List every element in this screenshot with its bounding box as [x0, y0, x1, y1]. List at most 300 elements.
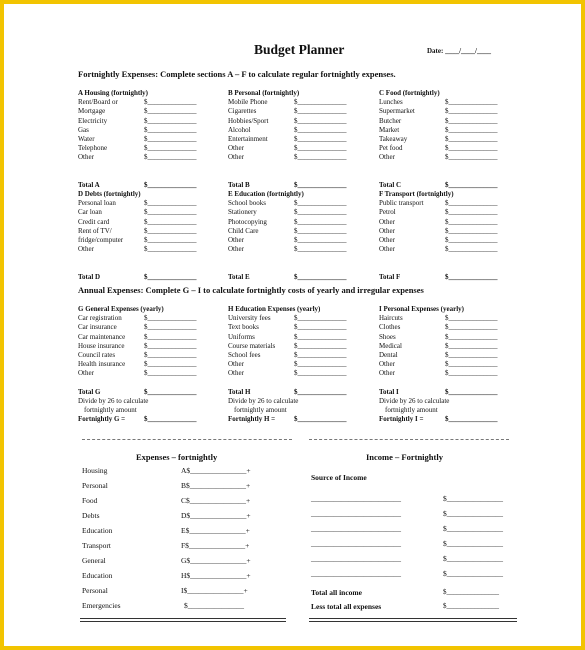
expense-row — [228, 314, 373, 323]
fortnightly-label: Fortnightly G = — [78, 415, 126, 424]
amount-blank: $______________ — [294, 107, 347, 116]
amount-blank: $______________ — [294, 226, 347, 235]
amount-blank: $______________ — [144, 341, 197, 350]
amount-blank: $______________ — [144, 98, 197, 107]
expense-label: Gas — [78, 125, 89, 134]
source-of-income-label: Source of Income — [311, 473, 367, 482]
amount-blank: $______________ — [294, 245, 347, 254]
income-source-blank: ________________________ — [311, 524, 401, 533]
amount-blank: $______________ — [144, 134, 197, 143]
amount-blank: $______________ — [445, 153, 498, 162]
expense-row — [379, 218, 524, 227]
expense-row — [228, 199, 373, 208]
total-label: Total A — [78, 180, 100, 189]
budget-section — [379, 89, 524, 190]
expense-label: Supermarket — [379, 107, 415, 116]
amount-blank: $______________ — [294, 332, 347, 341]
expense-summary-blank: D$_______________+ — [181, 511, 251, 520]
amount-blank: $______________ — [445, 245, 498, 254]
expense-summary-label: Emergencies — [82, 601, 121, 610]
expense-label: Other — [78, 369, 94, 378]
total-label: Total G — [78, 387, 101, 396]
fortnightly-blank: $______________ — [144, 415, 197, 424]
income-row — [309, 554, 519, 569]
divide-note — [379, 397, 524, 406]
total-row — [78, 273, 223, 282]
expense-summary-row — [80, 526, 300, 541]
expense-row — [228, 245, 373, 254]
fortnightly-label: Fortnightly I = — [379, 415, 424, 424]
expense-label: Rent of TV/ — [78, 226, 112, 235]
income-row — [309, 524, 519, 539]
expense-row — [78, 208, 223, 217]
expense-summary-row — [80, 556, 300, 571]
amount-blank: $______________ — [294, 314, 347, 323]
amount-blank: $______________ — [445, 116, 498, 125]
expense-row — [78, 153, 223, 162]
amount-blank: $______________ — [294, 98, 347, 107]
amount-blank: $______________ — [144, 369, 197, 378]
income-row — [309, 539, 519, 554]
income-amount-blank: $_______________ — [443, 539, 503, 548]
amount-blank: $______________ — [144, 226, 197, 235]
expense-label: Other — [379, 369, 395, 378]
expense-row — [78, 218, 223, 227]
expense-row — [78, 144, 223, 153]
expense-label: Photocopying — [228, 217, 267, 226]
expense-label: Alcohol — [228, 125, 251, 134]
expense-summary-row — [80, 466, 300, 481]
date-field: Date: ____/____/____ — [427, 47, 491, 55]
expense-row — [228, 98, 373, 107]
divide-note — [228, 406, 373, 415]
expense-row — [228, 153, 373, 162]
expense-row — [228, 208, 373, 217]
amount-blank: $______________ — [294, 144, 347, 153]
amount-blank: $______________ — [294, 208, 347, 217]
expense-label: Other — [379, 245, 395, 254]
expense-row — [379, 351, 524, 360]
expense-row — [78, 351, 223, 360]
expense-row — [228, 163, 373, 172]
expense-summary-blank: B$_______________+ — [181, 481, 251, 490]
income-row — [309, 509, 519, 524]
income-double-rule — [309, 618, 517, 622]
amount-blank: $______________ — [144, 323, 197, 332]
amount-blank: $______________ — [445, 360, 498, 369]
expense-row — [228, 254, 373, 263]
expense-label: Medical — [379, 341, 402, 350]
amount-blank: $______________ — [445, 199, 498, 208]
total-label: Total H — [228, 387, 251, 396]
expense-label: Uniforms — [228, 332, 255, 341]
expense-label: Text books — [228, 323, 259, 332]
expense-row — [78, 117, 223, 126]
amount-blank: $______________ — [144, 107, 197, 116]
expense-row — [379, 236, 524, 245]
divide-note-1: Divide by 26 to calculate — [228, 396, 299, 405]
fortnightly-blank: $______________ — [294, 415, 347, 424]
expense-summary-label: General — [82, 556, 106, 565]
expense-label: Pet food — [379, 144, 403, 153]
divide-note-2: fortnightly amount — [234, 406, 287, 415]
spacer — [78, 172, 223, 181]
amount-blank: $______________ — [294, 134, 347, 143]
expense-label: Health insurance — [78, 360, 126, 369]
expense-row — [228, 107, 373, 116]
expense-label: Car loan — [78, 208, 102, 217]
expense-summary-label: Food — [82, 496, 98, 505]
total-row — [379, 388, 524, 397]
less-expenses-label: Less total all expenses — [311, 602, 382, 611]
expense-row — [78, 245, 223, 254]
expense-label: Other — [379, 153, 395, 162]
income-source-blank: ________________________ — [311, 554, 401, 563]
expense-row — [228, 323, 373, 332]
total-blank: $______________ — [445, 387, 498, 396]
fortnightly-row — [379, 415, 524, 424]
amount-blank: $______________ — [144, 350, 197, 359]
amount-blank: $______________ — [445, 341, 498, 350]
spacer — [228, 172, 373, 181]
amount-blank: $______________ — [144, 245, 197, 254]
expense-label: Credit card — [78, 217, 110, 226]
expense-label: Other — [379, 226, 395, 235]
amount-blank: $______________ — [294, 199, 347, 208]
section-title: C Food (fortnightly) — [379, 89, 440, 97]
total-label: Total D — [78, 272, 101, 281]
expense-label: Other — [228, 153, 244, 162]
annual-intro: Annual Expenses: Complete G – I to calculate fortnightly costs of yearly and irregular expenses — [78, 285, 424, 295]
fortnightly-intro: Fortnightly Expenses: Complete sections A – F to calculate regular fortnightly expenses. — [78, 69, 396, 79]
amount-blank: $______________ — [144, 144, 197, 153]
total-row — [379, 181, 524, 190]
amount-blank: $______________ — [294, 350, 347, 359]
total-label: Total C — [379, 180, 402, 189]
expense-row — [78, 369, 223, 378]
expense-row — [78, 107, 223, 116]
amount-blank: $______________ — [445, 98, 498, 107]
expense-label: Cigarettes — [228, 107, 257, 116]
income-row — [309, 494, 519, 509]
expense-label: Other — [379, 235, 395, 244]
expense-summary-blank: $_______________ — [184, 601, 244, 610]
fortnightly-row — [78, 415, 223, 424]
expense-row — [228, 342, 373, 351]
amount-blank: $______________ — [445, 125, 498, 134]
expense-label: Entertainment — [228, 134, 268, 143]
expense-summary-blank: I$_______________+ — [181, 586, 248, 595]
expense-row — [228, 333, 373, 342]
total-row — [228, 273, 373, 282]
expense-row — [78, 126, 223, 135]
expense-label: Other — [78, 245, 94, 254]
expense-row — [78, 254, 223, 263]
expenses-summary-list — [80, 466, 300, 616]
section-title: B Personal (fortnightly) — [228, 89, 300, 97]
total-row — [78, 181, 223, 190]
expense-label: Water — [78, 134, 95, 143]
amount-blank: $______________ — [294, 153, 347, 162]
expense-row — [379, 342, 524, 351]
spacer — [228, 379, 373, 388]
expense-row — [228, 135, 373, 144]
expense-row — [379, 135, 524, 144]
expenses-double-rule — [80, 618, 286, 622]
total-income-label: Total all income — [311, 588, 362, 597]
expense-summary-blank: E$_______________+ — [181, 526, 250, 535]
amount-blank: $______________ — [144, 360, 197, 369]
expense-summary-label: Personal — [82, 586, 108, 595]
expense-summary-row — [80, 496, 300, 511]
expense-row — [78, 360, 223, 369]
amount-blank: $______________ — [144, 235, 197, 244]
total-blank: $______________ — [144, 387, 197, 396]
total-row — [78, 388, 223, 397]
expense-label: Course materials — [228, 341, 276, 350]
divide-note-1: Divide by 26 to calculate — [379, 396, 450, 405]
expense-row — [379, 254, 524, 263]
budget-section — [78, 305, 223, 424]
expense-label: Other — [228, 144, 244, 153]
expense-row — [379, 245, 524, 254]
expense-label: University fees — [228, 314, 271, 323]
expense-label: Dental — [379, 350, 398, 359]
expense-label: Clothes — [379, 323, 401, 332]
amount-blank: $______________ — [294, 323, 347, 332]
expense-row — [228, 236, 373, 245]
income-amount-blank: $_______________ — [443, 554, 503, 563]
amount-blank: $______________ — [144, 332, 197, 341]
amount-blank: $______________ — [445, 314, 498, 323]
income-source-blank: ________________________ — [311, 509, 401, 518]
spacer — [379, 264, 524, 273]
expense-row — [379, 98, 524, 107]
amount-blank: $______________ — [445, 226, 498, 235]
amount-blank: $______________ — [144, 199, 197, 208]
spacer — [78, 264, 223, 273]
expense-row — [78, 227, 223, 236]
total-blank: $______________ — [445, 180, 498, 189]
expense-label: Other — [228, 360, 244, 369]
fortnightly-row — [228, 415, 373, 424]
expense-label: Personal loan — [78, 199, 116, 208]
divide-note-2: fortnightly amount — [385, 406, 438, 415]
amount-blank: $______________ — [445, 350, 498, 359]
expense-label: Council rates — [78, 350, 116, 359]
expense-row — [379, 369, 524, 378]
amount-blank: $______________ — [445, 107, 498, 116]
expense-label: Shoes — [379, 332, 396, 341]
expense-label: Lunches — [379, 98, 403, 107]
expense-row — [379, 360, 524, 369]
expense-label: fridge/computer — [78, 235, 124, 244]
income-amount-blank: $_______________ — [443, 524, 503, 533]
divider-right — [309, 439, 509, 440]
expense-row — [78, 342, 223, 351]
section-title: F Transport (fortnightly) — [379, 190, 454, 198]
expense-summary-blank: C$_______________+ — [181, 496, 251, 505]
amount-blank: $______________ — [144, 116, 197, 125]
amount-blank: $______________ — [445, 235, 498, 244]
divide-note — [228, 397, 373, 406]
expense-summary-blank: F$_______________+ — [181, 541, 250, 550]
expense-row — [228, 126, 373, 135]
section-title: H Education Expenses (yearly) — [228, 305, 321, 313]
expense-summary-row — [80, 586, 300, 601]
total-label: Total F — [379, 272, 401, 281]
total-label: Total B — [228, 180, 250, 189]
amount-blank: $______________ — [294, 360, 347, 369]
fortnightly-blank: $______________ — [445, 415, 498, 424]
amount-blank: $______________ — [294, 369, 347, 378]
expense-label: Hobbies/Sport — [228, 116, 269, 125]
expense-label: Public transport — [379, 199, 424, 208]
expense-label: Haircuts — [379, 314, 403, 323]
expense-summary-label: Housing — [82, 466, 108, 475]
expense-row — [228, 218, 373, 227]
budget-section — [78, 89, 223, 190]
amount-blank: $______________ — [294, 235, 347, 244]
expense-label: Other — [228, 369, 244, 378]
expense-row — [228, 369, 373, 378]
expense-label: Car insurance — [78, 323, 117, 332]
expense-label: Butcher — [379, 116, 402, 125]
income-source-blank: ________________________ — [311, 569, 401, 578]
expense-row — [78, 314, 223, 323]
expense-summary-blank: A$_______________+ — [181, 466, 251, 475]
income-heading: Income – Fortnightly — [366, 452, 443, 462]
expense-row — [379, 227, 524, 236]
amount-blank: $______________ — [144, 217, 197, 226]
expense-summary-row — [80, 481, 300, 496]
expense-summary-row — [80, 511, 300, 526]
expense-label: Other — [379, 217, 395, 226]
page-title: Budget Planner — [254, 42, 345, 57]
amount-blank: $______________ — [294, 217, 347, 226]
total-label: Total I — [379, 387, 399, 396]
expense-label: Mortgage — [78, 107, 106, 116]
expense-row — [228, 351, 373, 360]
divide-note — [379, 406, 524, 415]
section-title: A Housing (fortnightly) — [78, 89, 149, 97]
expense-label: Car maintenance — [78, 332, 126, 341]
amount-blank: $______________ — [445, 217, 498, 226]
expenses-heading: Expenses – fortnightly — [136, 452, 218, 462]
expense-row — [379, 144, 524, 153]
total-row — [379, 273, 524, 282]
expense-row — [78, 135, 223, 144]
budget-section — [228, 305, 373, 424]
expense-summary-label: Personal — [82, 481, 108, 490]
expense-row — [379, 199, 524, 208]
expense-row — [78, 323, 223, 332]
expense-summary-blank: G$_______________+ — [181, 556, 251, 565]
expense-row — [78, 163, 223, 172]
expense-row — [379, 163, 524, 172]
total-blank: $______________ — [294, 180, 347, 189]
expense-row — [228, 117, 373, 126]
expense-label: Child Care — [228, 226, 259, 235]
expense-label: Other — [379, 360, 395, 369]
income-amount-blank: $_______________ — [443, 509, 503, 518]
expense-summary-blank: H$_______________+ — [181, 571, 251, 580]
expense-row — [379, 208, 524, 217]
expense-label: Market — [379, 125, 400, 134]
expense-row — [379, 314, 524, 323]
expense-summary-label: Education — [82, 571, 113, 580]
expense-label: Electricity — [78, 116, 108, 125]
divide-note — [78, 397, 223, 406]
expense-label: Telephone — [78, 144, 108, 153]
expense-summary-label: Education — [82, 526, 113, 535]
expense-row — [78, 333, 223, 342]
total-income-amount: $_______________ — [443, 588, 499, 596]
amount-blank: $______________ — [445, 134, 498, 143]
section-title: D Debts (fortnightly) — [78, 190, 141, 198]
spacer — [379, 379, 524, 388]
income-amount-blank: $_______________ — [443, 569, 503, 578]
total-blank: $______________ — [294, 387, 347, 396]
total-blank: $______________ — [445, 272, 498, 281]
expense-label: Mobile Phone — [228, 98, 268, 107]
amount-blank: $______________ — [144, 208, 197, 217]
expense-row — [379, 323, 524, 332]
expense-summary-label: Debts — [82, 511, 100, 520]
expense-summary-row — [80, 601, 300, 616]
budget-section — [228, 190, 373, 282]
expense-label: Car registration — [78, 314, 122, 323]
budget-section — [78, 190, 223, 282]
expense-summary-label: Transport — [82, 541, 111, 550]
amount-blank: $______________ — [294, 341, 347, 350]
spacer — [379, 172, 524, 181]
expense-row — [379, 107, 524, 116]
divide-note-1: Divide by 26 to calculate — [78, 396, 149, 405]
divider-left — [82, 439, 292, 440]
amount-blank: $______________ — [445, 369, 498, 378]
budget-section — [379, 190, 524, 282]
amount-blank: $______________ — [445, 144, 498, 153]
expense-row — [228, 360, 373, 369]
expense-row — [78, 199, 223, 208]
spacer — [78, 379, 223, 388]
income-source-blank: ________________________ — [311, 539, 401, 548]
expense-label: Other — [78, 153, 94, 162]
amount-blank: $______________ — [144, 125, 197, 134]
expense-row — [379, 333, 524, 342]
total-row — [228, 388, 373, 397]
income-amount-blank: $_______________ — [443, 494, 503, 503]
amount-blank: $______________ — [445, 332, 498, 341]
budget-section — [379, 305, 524, 424]
expense-row — [379, 153, 524, 162]
amount-blank: $______________ — [294, 125, 347, 134]
expense-label: School fees — [228, 350, 261, 359]
total-row — [228, 181, 373, 190]
total-blank: $______________ — [294, 272, 347, 281]
total-label: Total E — [228, 272, 250, 281]
expense-label: Stationery — [228, 208, 257, 217]
expense-summary-row — [80, 541, 300, 556]
income-source-blank: ________________________ — [311, 494, 401, 503]
expense-summary-row — [80, 571, 300, 586]
income-list — [309, 494, 519, 584]
total-blank: $______________ — [144, 272, 197, 281]
expense-label: Takeaway — [379, 134, 408, 143]
amount-blank: $______________ — [144, 314, 197, 323]
section-title: I Personal Expenses (yearly) — [379, 305, 464, 313]
